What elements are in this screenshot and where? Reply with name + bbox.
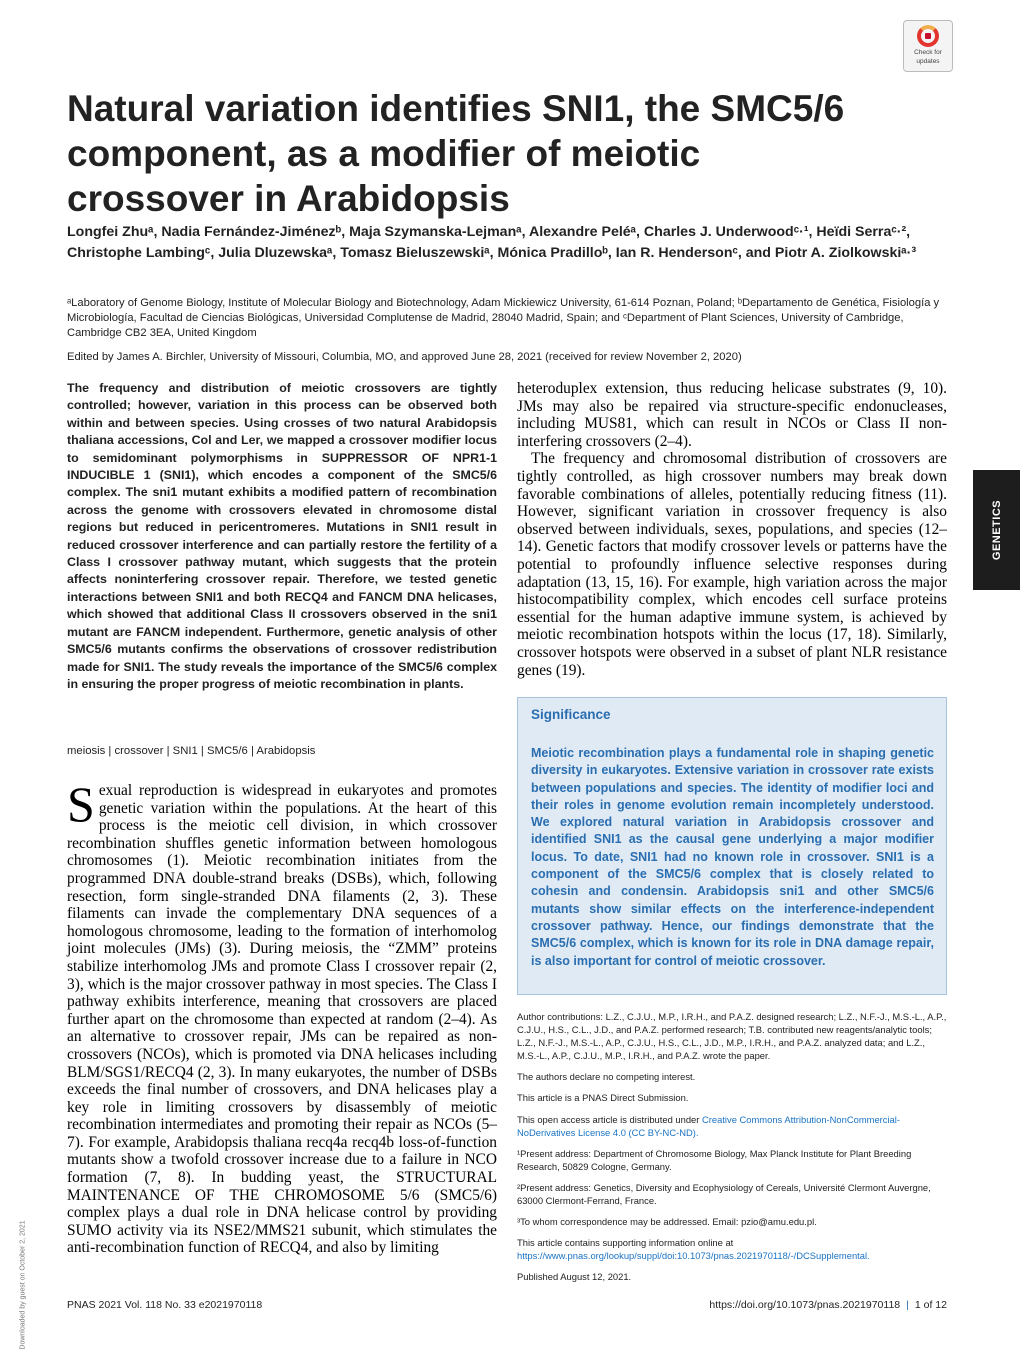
intro-text: exual reproduction is widespread in eukaryotes and promotes genetic variation within the populations. At the heart of this process is the meiotic cell division, in which crossover recombination shuffles genetic information between homologous chromosomes (1). Meiotic recombination initiates from the programmed DNA double-strand breaks (DSBs), which, following resection, form single-stranded DNA filaments (2, 3). These filaments can invade the complementary DNA sequences of a homologous chromosome, leading to the formation of interhomolog joint molecules (JMs) (3). During meiosis, the “ZMM” proteins stabilize interhomolog JMs and promote Class I crossover repair (2, 3), which is the major crossover pathway in most species. The Class I pathway exhibits interference, meaning that crossovers are placed further apart on the chromosome than expected at random (2–4). As an alternative to crossover repair, JMs can be repaired as non-crossovers (NCOs), which is promoted via DNA helicases including BLM/SGS1/RECQ4 (2, 3). In many eukaryotes, the number of DSBs exceeds the final number of crossovers, and DNA helicases play a key role in limiting crossovers by disassembly of meiotic recombination intermediates and promoting their repair as NCOs (5–7). For example, Arabidopsis thaliana recq4a recq4b loss-of-function mutants show a twofold crossover increase due to a failure in NCO formation (7, 8). In budding yeast, the STRUCTURAL MAINTENANCE OF THE CHROMOSOME 5/6 (SMC5/6) complex plays a dual role in DNA helicase control by providing SUMO activity via its NSE2/MMS21 subunit, which stimulates the anti-recombination function of RECQ4, and also by limiting	[67, 782, 497, 1257]
authors-text: Longfei Zhuᵃ, Nadia Fernández-Jiménezᵇ, Maja Szymanska-Lejmanᵃ, Alexandre Peléᵃ, Charles J. Underwoodᶜ·¹, Heïdi Serraᶜ·², Christophe Lambingᶜ, Julia Dluzewskaᵃ, Tomasz Bieluszewskiᵃ, Mónica Pradilloᵇ, Ian R. Hendersonᶜ, and Piotr A. Ziolkowskiᵃ·³	[67, 224, 917, 261]
introduction-right-column	[517, 380, 947, 679]
present-address-2: ²Present address: Genetics, Diversity and Ecophysiology of Cereals, Université Clermont Auvergne, 63000 Clermont-Ferrand, France.	[517, 1181, 931, 1207]
footer-citation: PNAS 2021 Vol. 118 No. 33 e2021970118	[67, 1299, 263, 1311]
author-contributions: Author contributions: L.Z., C.J.U., M.P., I.R.H., and P.A.Z. designed research; L.Z., N.F.-J., M.S.-L., A.P., C.J.U., H.S., C.L., J.D., and P.A.Z. performed research; T.B. contributed new reagents/analytic tools; L.Z., N.F.-J., M.S.-L., A.P., C.J.U., H.S., C.L., J.D., M.P., I.R.H., and P.A.Z. analyzed data; and L.Z., M.S.-L., A.P., C.J.U., M.P., I.R.H., and P.A.Z. wrote the paper.	[517, 1011, 947, 1062]
right-paragraph-2: The frequency and chromosomal distribution of crossovers are tightly controlled, as high crossover numbers may break down favorable combinations of alleles, potentially reducing fitness (11). However, significant variation in crossover frequency is also observed between individuals, sexes, populations, and species (12–14). Genetic factors that modify crossover levels or patterns have the potential to profoundly influence selective responses during adaptation (13, 15, 16). For example, high variation across the major histocompatibility complex, which encodes cell surface proteins essential for the human adaptive immune system, is achieved by meiotic recombination hotspots within the locus (17, 18). Similarly, crossover hotspots were observed in a subset of plant NLR resistance genes (19).	[517, 450, 947, 679]
introduction-left-column	[67, 776, 497, 1257]
affiliations: ᵃLaboratory of Genome Biology, Institute of Molecular Biology and Biotechnology, Adam Mickiewicz University, 61-614 Poznan, Poland; ᵇDepartamento de Genética, Fisiología y Microbiología, Facultad de Ciencias Biológicas, Universidad Complutense de Madrid, 28040 Madrid, Spain; and ᶜDepartment of Plant Sciences, University of Cambridge, Cambridge CB2 3EA, United Kingdom	[67, 297, 940, 339]
badge-label-1: Check for	[914, 49, 942, 56]
supporting-info	[517, 1236, 947, 1262]
significance-title: Significance	[531, 707, 611, 722]
abstract: The frequency and distribution of meiotic crossovers are tightly controlled; however, variation in this process can be observed both within and between species. Using crosses of two natural Arabidopsis thaliana accessions, Col and Ler, we mapped a crossover modifier locus to semidominant polymorphisms in SUPPRESSOR OF NPR1-1 INDUCIBLE 1 (SNI1), which encodes a component of the SMC5/6 complex. The sni1 mutant exhibits a modified pattern of recombination across the genome with crossovers elevated in chromosome distal regions but reduced in pericentromeres. Mutations in SNI1 result in reduced crossover interference and can partially restore the fertility of a Class I crossover pathway mutant, which suggests that the protein affects noninterfering crossover repair. Therefore, we tested genetic interactions between SNI1 and both RECQ4 and FANCM DNA helicases, which showed that additional Class II crossovers observed in the sni1 mutant are FANCM independent. Furthermore, genetic analysis of other SMC5/6 mutants confirms the observations of crossover redistribution made for SNI1. The study reveals the importance of the SMC5/6 complex in ensuring the proper progress of meiotic recombination in plants.	[67, 381, 497, 691]
right-paragraph-1: heteroduplex extension, thus reducing helicase substrates (9, 10). JMs may also be repaired via structure-specific endonucleases, including MUS81, which can result in NCOs or Class II non-interfering crossovers (2–4).	[517, 380, 947, 450]
footer-page: 1 of 12	[914, 1299, 947, 1311]
drop-cap: S	[67, 776, 95, 832]
article-title: Natural variation identifies SNI1, the SMC5/6 component, as a modifier of meiotic crossover in Arabidopsis	[67, 88, 845, 219]
download-text: Downloaded by guest on October 2, 2021	[19, 1220, 27, 1350]
open-access-note	[517, 1113, 947, 1139]
article-notes	[517, 1010, 947, 1292]
published-date: Published August 12, 2021.	[517, 1271, 632, 1283]
supporting-prefix: This article contains supporting information online at	[517, 1237, 734, 1249]
footer-right	[660, 1299, 947, 1311]
significance-text: Meiotic recombination plays a fundamental role in shaping genetic diversity in eukaryotes. Extensive variation in crossover rate exists between populations and species. The identity of modifier loci and their roles in genome evolution remain incompletely understood. We explored natural variation in Arabidopsis crossover and identified SNI1 as the causal gene underlying a major modifier locus. To date, SNI1 had no known role in crossover. SNI1 is a component of the SMC5/6 complex that is closely related to cohesin and condensin. Arabidopsis sni1 and other SMC5/6 mutants show similar effects on the interference-independent crossover pathway. Hence, our findings demonstrate that the SMC5/6 complex, which is known for its role in DNA damage repair, is also important for control of meiotic crossover.	[531, 746, 934, 968]
keywords: meiosis | crossover | SNI1 | SMC5/6 | Arabidopsis	[67, 745, 316, 757]
section-tab-label: GENETICS	[990, 499, 1003, 561]
author-list	[67, 222, 947, 263]
supporting-link[interactable]: https://www.pnas.org/lookup/suppl/doi:10.1073/pnas.2021970118/-/DCSupplemental.	[517, 1250, 870, 1262]
correspondence: ³To whom correspondence may be addressed. Email: pzio@amu.edu.pl.	[517, 1216, 817, 1228]
badge-label-2: updates	[916, 58, 940, 65]
license-link[interactable]: Creative Commons Attribution-NonCommercial-NoDerivatives License 4.0 (CC BY-NC-ND).	[517, 1113, 900, 1138]
footer-doi[interactable]: https://doi.org/10.1073/pnas.2021970118	[709, 1299, 901, 1311]
edited-by: Edited by James A. Birchler, University of Missouri, Columbia, MO, and approved June 28, 2021 (received for review November 2, 2020)	[67, 351, 742, 363]
section-tab-genetics	[973, 470, 1020, 590]
direct-submission: This article is a PNAS Direct Submission.	[517, 1092, 689, 1104]
download-stamp	[18, 1210, 28, 1360]
competing-interest: The authors declare no competing interest.	[517, 1071, 696, 1083]
footer-separator: |	[906, 1299, 909, 1311]
check-for-updates-badge[interactable]	[903, 20, 953, 72]
present-address-1: ¹Present address: Department of Chromosome Biology, Max Planck Institute for Plant Breeding Research, 50829 Cologne, Germany.	[517, 1147, 912, 1172]
crossmark-icon	[917, 25, 939, 47]
open-access-prefix: This open access article is distributed under	[517, 1113, 702, 1125]
